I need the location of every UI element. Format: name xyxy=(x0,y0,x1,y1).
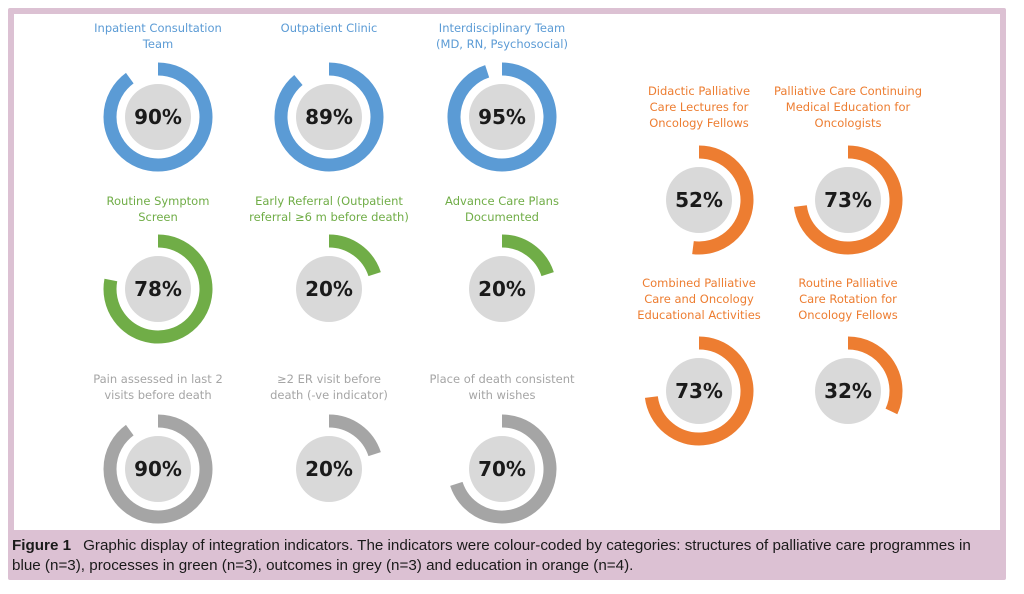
indicator-label-line: Early Referral (Outpatient xyxy=(255,194,403,208)
indicator-label-line: Routine Palliative xyxy=(798,276,898,290)
donut-indicator xyxy=(648,84,750,248)
indicator-label-line: Documented xyxy=(465,210,539,224)
indicator-label-line: Outpatient Clinic xyxy=(280,21,378,35)
indicator-label-line: Palliative Care Continuing xyxy=(773,84,923,98)
indicator-label-line: (MD, RN, Psychosocial) xyxy=(436,37,568,51)
indicator-label-line: Routine Symptom xyxy=(106,194,210,208)
indicator-label-line: Advance Care Plans xyxy=(445,194,559,208)
donut-indicator xyxy=(798,276,898,424)
figure-label: Figure 1 xyxy=(12,537,72,554)
indicator-value: 78% xyxy=(134,277,182,301)
donut-indicator xyxy=(429,372,575,517)
indicator-label-line: Oncologists xyxy=(814,116,882,130)
indicator-label-line: with wishes xyxy=(468,388,536,402)
indicator-label-line: Oncology Fellows xyxy=(798,308,898,322)
figure-caption xyxy=(12,536,1002,576)
indicator-value: 20% xyxy=(305,277,353,301)
donut-indicator xyxy=(445,194,559,322)
indicator-value: 73% xyxy=(824,188,872,212)
indicator-label-line: Care Rotation for xyxy=(799,292,897,306)
donut-indicator xyxy=(249,194,409,322)
donut-indicator xyxy=(107,194,210,337)
indicator-label-line: Educational Activities xyxy=(637,308,761,322)
indicator-label-line: referral ≥6 m before death) xyxy=(249,210,409,224)
indicator-label-line: Inpatient Consultation xyxy=(94,21,222,35)
indicator-label-line: Screen xyxy=(138,210,178,224)
indicator-value: 90% xyxy=(134,457,182,481)
indicator-value: 90% xyxy=(134,105,182,129)
donut-indicator xyxy=(281,21,378,165)
indicator-value: 89% xyxy=(305,105,353,129)
indicator-label-line: Team xyxy=(142,37,174,51)
indicator-label-line: Care and Oncology xyxy=(644,292,754,306)
caption-text: Graphic display of integration indicators. The indicators were colour-coded by categories: structures of palliative care programmes in blue (n=3), processes in green (n=3), outcomes in grey (n=3) and education in orange (n=4). xyxy=(12,537,971,574)
indicator-label-line: Pain assessed in last 2 xyxy=(93,372,223,386)
indicator-label-line: Combined Palliative xyxy=(642,276,756,290)
indicator-value: 73% xyxy=(675,379,723,403)
indicator-label-line: ≥2 ER visit before xyxy=(277,372,381,386)
donut-indicator xyxy=(774,84,922,248)
indicator-label-line: Interdisciplinary Team xyxy=(438,21,566,35)
donut-indicator xyxy=(270,372,388,502)
indicator-label-line: Care Lectures for xyxy=(649,100,749,114)
indicator-label-line: Oncology Fellows xyxy=(649,116,749,130)
indicator-label-line: death (-ve indicator) xyxy=(270,388,388,402)
indicator-value: 20% xyxy=(478,277,526,301)
indicator-label-line: Place of death consistent xyxy=(429,372,575,386)
donut-indicator xyxy=(93,372,223,517)
indicator-value: 52% xyxy=(675,188,723,212)
indicator-label-line: Didactic Palliative xyxy=(647,84,751,98)
donut-indicator xyxy=(436,21,568,165)
indicator-label-line: visits before death xyxy=(104,388,212,402)
indicator-label-line: Medical Education for xyxy=(785,100,911,114)
indicator-value: 95% xyxy=(478,105,526,129)
indicator-value: 20% xyxy=(305,457,353,481)
indicator-value: 70% xyxy=(478,457,526,481)
donut-indicator xyxy=(637,276,761,439)
donut-indicator xyxy=(94,21,222,165)
indicator-value: 32% xyxy=(824,379,872,403)
